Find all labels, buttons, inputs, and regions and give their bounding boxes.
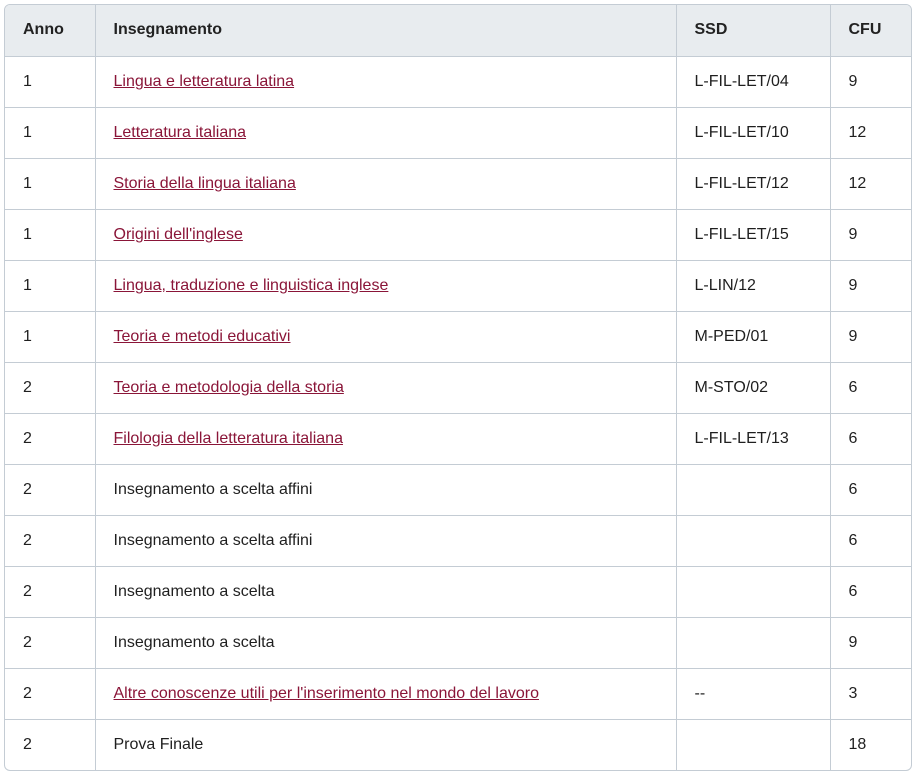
cell-ssd: M-STO/02: [676, 362, 830, 413]
cell-ssd: --: [676, 668, 830, 719]
cell-anno: 1: [5, 209, 95, 260]
course-link[interactable]: Origini dell'inglese: [113, 225, 243, 243]
table-header: [5, 5, 911, 56]
cell-insegnamento: [95, 209, 676, 260]
cell-ssd: L-LIN/12: [676, 260, 830, 311]
cell-ssd: [676, 464, 830, 515]
cell-insegnamento: Prova Finale: [95, 719, 676, 770]
table-row: [5, 515, 911, 566]
table-row: [5, 719, 911, 770]
cell-insegnamento: [95, 413, 676, 464]
table-row: [5, 56, 911, 107]
cell-insegnamento: [95, 56, 676, 107]
table-row: [5, 209, 911, 260]
cell-ssd: [676, 566, 830, 617]
cell-anno: 2: [5, 464, 95, 515]
cell-ssd: L-FIL-LET/04: [676, 56, 830, 107]
table-row: [5, 158, 911, 209]
table-row: [5, 566, 911, 617]
cell-cfu: 6: [830, 413, 911, 464]
cell-anno: 2: [5, 515, 95, 566]
cell-insegnamento: Insegnamento a scelta: [95, 566, 676, 617]
header-ssd: SSD: [676, 5, 830, 56]
course-link[interactable]: Teoria e metodologia della storia: [113, 378, 344, 396]
cell-anno: 2: [5, 362, 95, 413]
cell-anno: 2: [5, 719, 95, 770]
table-row: [5, 464, 911, 515]
cell-anno: 2: [5, 566, 95, 617]
cell-anno: 1: [5, 311, 95, 362]
cell-insegnamento: [95, 311, 676, 362]
cell-ssd: M-PED/01: [676, 311, 830, 362]
table-body: [5, 56, 911, 770]
course-link[interactable]: Lingua, traduzione e linguistica inglese: [113, 276, 389, 294]
cell-cfu: 9: [830, 56, 911, 107]
cell-ssd: [676, 719, 830, 770]
table-row: [5, 668, 911, 719]
cell-cfu: 9: [830, 311, 911, 362]
cell-cfu: 12: [830, 107, 911, 158]
cell-cfu: 9: [830, 617, 911, 668]
cell-anno: 1: [5, 260, 95, 311]
cell-cfu: 3: [830, 668, 911, 719]
table-row: [5, 311, 911, 362]
cell-anno: 2: [5, 413, 95, 464]
table-row: [5, 362, 911, 413]
cell-cfu: 6: [830, 515, 911, 566]
cell-cfu: 9: [830, 209, 911, 260]
cell-anno: 1: [5, 107, 95, 158]
study-plan-table-container: [4, 4, 912, 771]
cell-ssd: L-FIL-LET/13: [676, 413, 830, 464]
cell-ssd: [676, 617, 830, 668]
study-plan-table: [5, 5, 911, 770]
cell-insegnamento: [95, 158, 676, 209]
table-row: [5, 617, 911, 668]
cell-cfu: 9: [830, 260, 911, 311]
cell-insegnamento: [95, 362, 676, 413]
cell-anno: 2: [5, 617, 95, 668]
header-cfu: CFU: [830, 5, 911, 56]
table-row: [5, 413, 911, 464]
cell-cfu: 12: [830, 158, 911, 209]
cell-ssd: L-FIL-LET/10: [676, 107, 830, 158]
cell-insegnamento: [95, 668, 676, 719]
table-row: [5, 260, 911, 311]
cell-ssd: L-FIL-LET/12: [676, 158, 830, 209]
cell-cfu: 6: [830, 362, 911, 413]
cell-anno: 1: [5, 158, 95, 209]
cell-anno: 2: [5, 668, 95, 719]
course-link[interactable]: Letteratura italiana: [113, 123, 247, 141]
cell-cfu: 18: [848, 735, 867, 753]
cell-ssd: L-FIL-LET/15: [676, 209, 830, 260]
cell-anno: 1: [5, 56, 95, 107]
course-link[interactable]: Altre conoscenze utili per l'inserimento nel mondo del lavoro: [113, 684, 539, 702]
course-link[interactable]: Filologia della letteratura italiana: [113, 429, 343, 447]
header-anno: Anno: [5, 5, 95, 56]
cell-cfu: 6: [830, 464, 911, 515]
header-row: [5, 5, 911, 56]
course-link[interactable]: Storia della lingua italiana: [113, 174, 296, 192]
table-row: [5, 107, 911, 158]
cell-insegnamento: [95, 107, 676, 158]
cell-insegnamento: Insegnamento a scelta affini: [95, 515, 676, 566]
header-insegnamento: Insegnamento: [95, 5, 676, 56]
course-link[interactable]: Lingua e letteratura latina: [113, 72, 295, 90]
cell-ssd: [676, 515, 830, 566]
cell-insegnamento: Insegnamento a scelta affini: [95, 464, 676, 515]
cell-cfu: 6: [830, 566, 911, 617]
cell-insegnamento: Insegnamento a scelta: [95, 617, 676, 668]
cell-insegnamento: [95, 260, 676, 311]
course-link[interactable]: Teoria e metodi educativi: [113, 327, 291, 345]
